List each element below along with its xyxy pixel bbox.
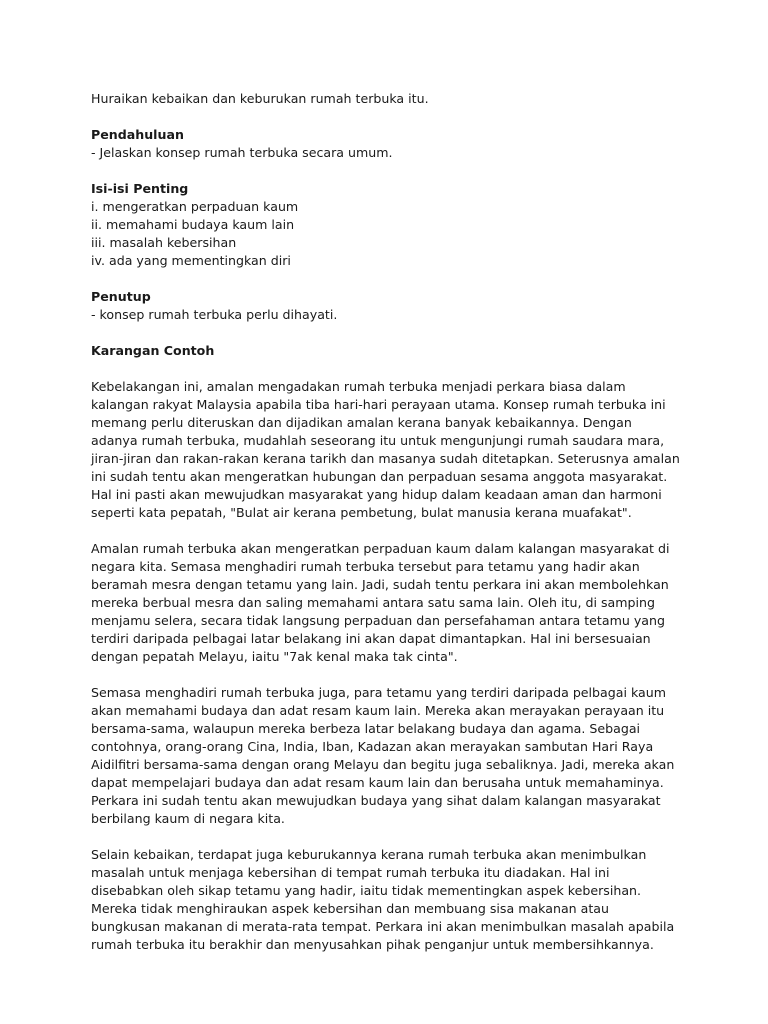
pendahuluan-line: - Jelaskan konsep rumah terbuka secara umum. xyxy=(91,145,393,160)
spacer xyxy=(91,324,691,342)
paragraph-3 xyxy=(91,684,691,828)
paragraph-line: seperti kata pepatah, "Bulat air kerana pembetung, bulat manusia kerana muafakat". xyxy=(91,505,632,520)
paragraph-line: Semasa menghadiri rumah terbuka juga, para tetamu yang terdiri daripada pelbagai kaum xyxy=(91,685,667,700)
paragraph-1 xyxy=(91,378,691,522)
paragraph-4 xyxy=(91,846,691,954)
paragraph-2 xyxy=(91,540,691,666)
paragraph-line: Perkara ini sudah tentu akan mewujudkan budaya yang sihat dalam kalangan masyarakat xyxy=(91,793,661,808)
paragraph-line: disebabkan oleh sikap tetamu yang hadir, iaitu tidak mementingkan aspek kebersihan. xyxy=(91,883,642,898)
question-line: Huraikan kebaikan dan keburukan rumah terbuka itu. xyxy=(91,91,429,106)
paragraph-line: terdiri daripada pelbagai latar belakang ini akan dapat dimantapkan. Hal ini bersesuaian xyxy=(91,631,651,646)
paragraph-line: dengan pepatah Melayu, iaitu "7ak kenal maka tak cinta". xyxy=(91,649,458,664)
paragraph-line: akan memahami budaya dan adat resam kaum lain. Mereka akan merayakan perayaan itu xyxy=(91,703,665,718)
paragraph-line: Selain kebaikan, terdapat juga keburukannya kerana rumah terbuka akan menimbulkan xyxy=(91,847,647,862)
spacer xyxy=(91,360,691,378)
spacer xyxy=(91,162,691,180)
paragraph-line: rumah terbuka itu berakhir dan menyusahkan pihak penganjur untuk membersihkannya. xyxy=(91,937,654,952)
paragraph-line: memang perlu diteruskan dan dijadikan amalan kerana banyak kebaikannya. Dengan xyxy=(91,415,632,430)
heading-karangan-contoh: Karangan Contoh xyxy=(91,343,215,358)
penutup-line: - konsep rumah terbuka perlu dihayati. xyxy=(91,307,338,322)
spacer xyxy=(91,666,691,684)
isi-point: iv. ada yang mementingkan diri xyxy=(91,253,291,268)
spacer xyxy=(91,270,691,288)
paragraph-line: adanya rumah terbuka, mudahlah seseorang itu untuk mengunjungi rumah saudara mara, xyxy=(91,433,665,448)
paragraph-line: Aidilfitri bersama-sama dengan orang Melayu dan begitu juga sebaliknya. Jadi, mereka akan xyxy=(91,757,675,772)
heading-isi-isi-penting: Isi-isi Penting xyxy=(91,181,189,196)
isi-point: ii. memahami budaya kaum lain xyxy=(91,217,295,232)
paragraph-line: Kebelakangan ini, amalan mengadakan rumah terbuka menjadi perkara biasa dalam xyxy=(91,379,626,394)
document-page xyxy=(91,90,691,954)
spacer xyxy=(91,108,691,126)
paragraph-line: Amalan rumah terbuka akan mengeratkan perpaduan kaum dalam kalangan masyarakat di xyxy=(91,541,670,556)
paragraph-line: berbilang kaum di negara kita. xyxy=(91,811,285,826)
heading-pendahuluan: Pendahuluan xyxy=(91,127,184,142)
paragraph-line: negara kita. Semasa menghadiri rumah terbuka tersebut para tetamu yang hadir akan xyxy=(91,559,640,574)
paragraph-line: bersama-sama, walaupun mereka berbeza latar belakang budaya dan agama. Sebagai xyxy=(91,721,641,736)
paragraph-line: menjamu selera, secara tidak langsung perpaduan dan persefahaman antara tetamu yang xyxy=(91,613,665,628)
paragraph-line: kalangan rakyat Malaysia apabila tiba hari-hari perayaan utama. Konsep rumah terbuka ini xyxy=(91,397,666,412)
paragraph-line: mereka berbual mesra dan saling memahami antara satu sama lain. Oleh itu, di samping xyxy=(91,595,655,610)
paragraph-line: masalah untuk menjaga kebersihan di tempat rumah terbuka itu diadakan. Hal ini xyxy=(91,865,610,880)
paragraph-line: beramah mesra dengan tetamu yang lain. Jadi, sudah tentu perkara ini akan membolehkan xyxy=(91,577,669,592)
paragraph-line: bungkusan makanan di merata-rata tempat. Perkara ini akan menimbulkan masalah apabila xyxy=(91,919,675,934)
paragraph-line: Hal ini pasti akan mewujudkan masyarakat yang hidup dalam keadaan aman dan harmoni xyxy=(91,487,662,502)
paragraph-line: contohnya, orang-orang Cina, India, Iban, Kadazan akan merayakan sambutan Hari Raya xyxy=(91,739,654,754)
paragraph-line: dapat mempelajari budaya dan adat resam kaum lain dan berusaha untuk memahaminya. xyxy=(91,775,664,790)
isi-point: iii. masalah kebersihan xyxy=(91,235,237,250)
spacer xyxy=(91,522,691,540)
paragraph-line: Mereka tidak menghiraukan aspek kebersihan dan membuang sisa makanan atau xyxy=(91,901,610,916)
spacer xyxy=(91,828,691,846)
isi-point: i. mengeratkan perpaduan kaum xyxy=(91,199,299,214)
paragraph-line: ini sudah tentu akan mengeratkan hubungan dan perpaduan sesama anggota masyarakat. xyxy=(91,469,668,484)
paragraph-line: jiran-jiran dan rakan-rakan kerana tarikh dan masanya sudah ditetapkan. Seterusnya amalan xyxy=(91,451,680,466)
heading-penutup: Penutup xyxy=(91,289,151,304)
